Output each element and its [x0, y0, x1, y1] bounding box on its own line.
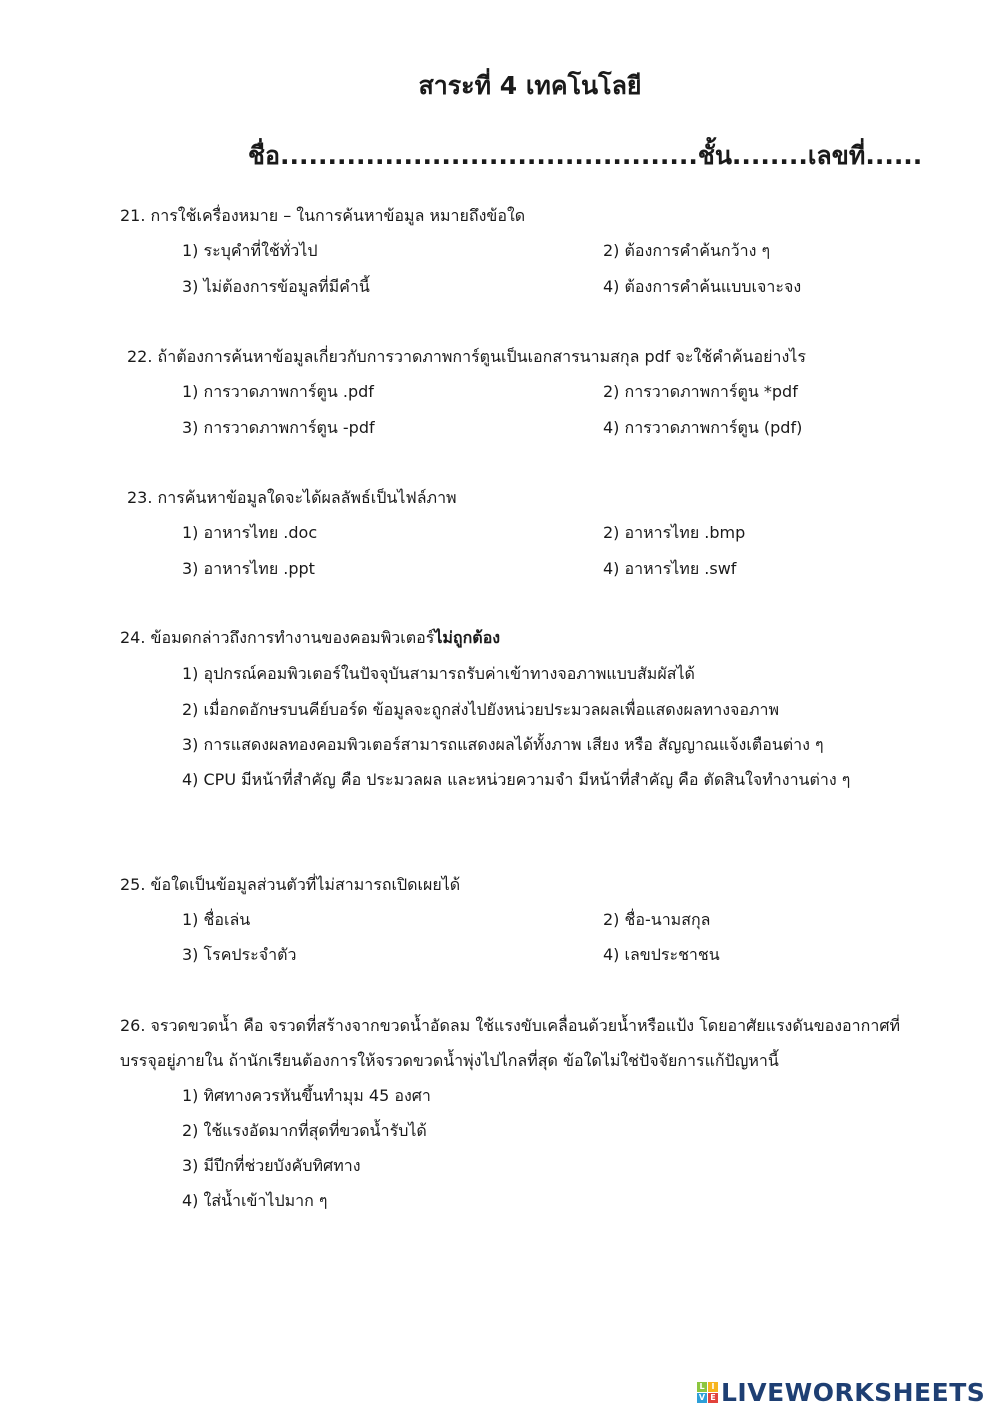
logo-cube: E [708, 1393, 718, 1403]
option[interactable]: 3) การแสดงผลทองคอมพิวเตอร์สามารถแสดงผลได้ทั้งภาพ เสียง หรือ สัญญาณแจ้งเตือนต่าง ๆ [182, 735, 824, 754]
logo-cubes-icon [697, 1382, 718, 1403]
option[interactable]: 2) อาหารไทย .bmp [603, 523, 746, 542]
liveworksheets-logo [697, 1378, 985, 1407]
logo-text: LIVEWORKSHEETS [721, 1378, 986, 1407]
logo-cube: V [698, 1393, 706, 1402]
question-emphasis: ไม่ถูกต้อง [434, 628, 501, 647]
logo-cube: L [697, 1382, 707, 1392]
option[interactable]: 3) ไม่ต้องการข้อมูลที่มีคำนี้ [182, 277, 370, 296]
option[interactable]: 1) อาหารไทย .doc [182, 523, 318, 542]
option[interactable]: 1) ชื่อเล่น [182, 910, 251, 929]
option[interactable]: 4) การวาดภาพการ์ตูน (pdf) [603, 418, 803, 437]
option[interactable]: 1) ระบุคำที่ใช้ทั่วไป [182, 241, 318, 260]
option[interactable]: 1) ทิศทางควรหันขึ้นทำมุม 45 องศา [182, 1086, 431, 1105]
question-21: 21. การใช้เครื่องหมาย – ในการค้นหาข้อมูล หมายถึงข้อใด [120, 206, 526, 225]
question-text: 24. ข้อมดกล่าวถึงการทำงานของคอมพิวเตอร์ [120, 628, 435, 647]
question-23: 23. การค้นหาข้อมูลใดจะได้ผลลัพธ์เป็นไฟล์ภาพ [127, 488, 457, 507]
question-22: 22. ถ้าต้องการค้นหาข้อมูลเกี่ยวกับการวาดภาพการ์ตูนเป็นเอกสารนามสกุล pdf จะใช้คำค้นอย่างไร [127, 347, 806, 366]
question-26-continued: บรรจุอยู่ภายใน ถ้านักเรียนต้องการให้จรวดขวดน้ำพุ่งไปไกลที่สุด ข้อใดไม่ใช่ปัจจัยการแก้ปัญหานี้ [120, 1051, 779, 1070]
question-26: 26. จรวดขวดน้ำ คือ จรวดที่สร้างจากขวดน้ำอัดลม ใช้แรงขับเคลื่อนด้วยน้ำหรือแป้ง โดยอาศัยแรงดันของอากาศที่ [120, 1016, 901, 1035]
option[interactable]: 4) ใส่น้ำเข้าไปมาก ๆ [182, 1191, 328, 1210]
option[interactable]: 2) การวาดภาพการ์ตูน *pdf [603, 382, 798, 401]
option[interactable]: 4) อาหารไทย .swf [603, 559, 737, 578]
question-25: 25. ข้อใดเป็นข้อมูลส่วนตัวที่ไม่สามารถเปิดเผยได้ [120, 875, 461, 894]
logo-cube: I [708, 1382, 718, 1392]
option[interactable]: 2) เมื่อกดอักษรบนคีย์บอร์ด ข้อมูลจะถูกส่งไปยังหน่วยประมวลผลเพื่อแสดงผลทางจอภาพ [182, 700, 780, 719]
option[interactable]: 1) อุปกรณ์คอมพิวเตอร์ในปัจจุบันสามารถรับค่าเข้าทางจอภาพแบบสัมผัสได้ [182, 664, 695, 683]
option[interactable]: 1) การวาดภาพการ์ตูน .pdf [182, 382, 374, 401]
question-24 [120, 626, 500, 650]
option[interactable]: 2) ต้องการคำค้นกว้าง ๆ [603, 241, 771, 260]
option[interactable]: 3) การวาดภาพการ์ตูน -pdf [182, 418, 375, 437]
option[interactable]: 3) มีปีกที่ช่วยบังคับทิศทาง [182, 1156, 361, 1175]
option[interactable]: 4) ต้องการคำค้นแบบเจาะจง [603, 277, 802, 296]
option[interactable]: 4) CPU มีหน้าที่สำคัญ คือ ประมวลผล และหน่วยความจำ มีหน้าที่สำคัญ คือ ตัดสินใจทำงานต่าง ๆ [182, 770, 851, 789]
option[interactable]: 4) เลขประชาชน [603, 945, 720, 964]
option[interactable]: 2) ชื่อ-นามสกุล [603, 910, 711, 929]
option[interactable]: 3) อาหารไทย .ppt [182, 559, 315, 578]
option[interactable]: 2) ใช้แรงอัดมากที่สุดที่ขวดน้ำรับได้ [182, 1121, 427, 1140]
student-info-line: ชื่อ............................................ชั้น........เลขที่...... [248, 141, 923, 170]
worksheet-title: สาระที่ 4 เทคโนโลยี [418, 71, 642, 100]
option[interactable]: 3) โรคประจำตัว [182, 945, 297, 964]
